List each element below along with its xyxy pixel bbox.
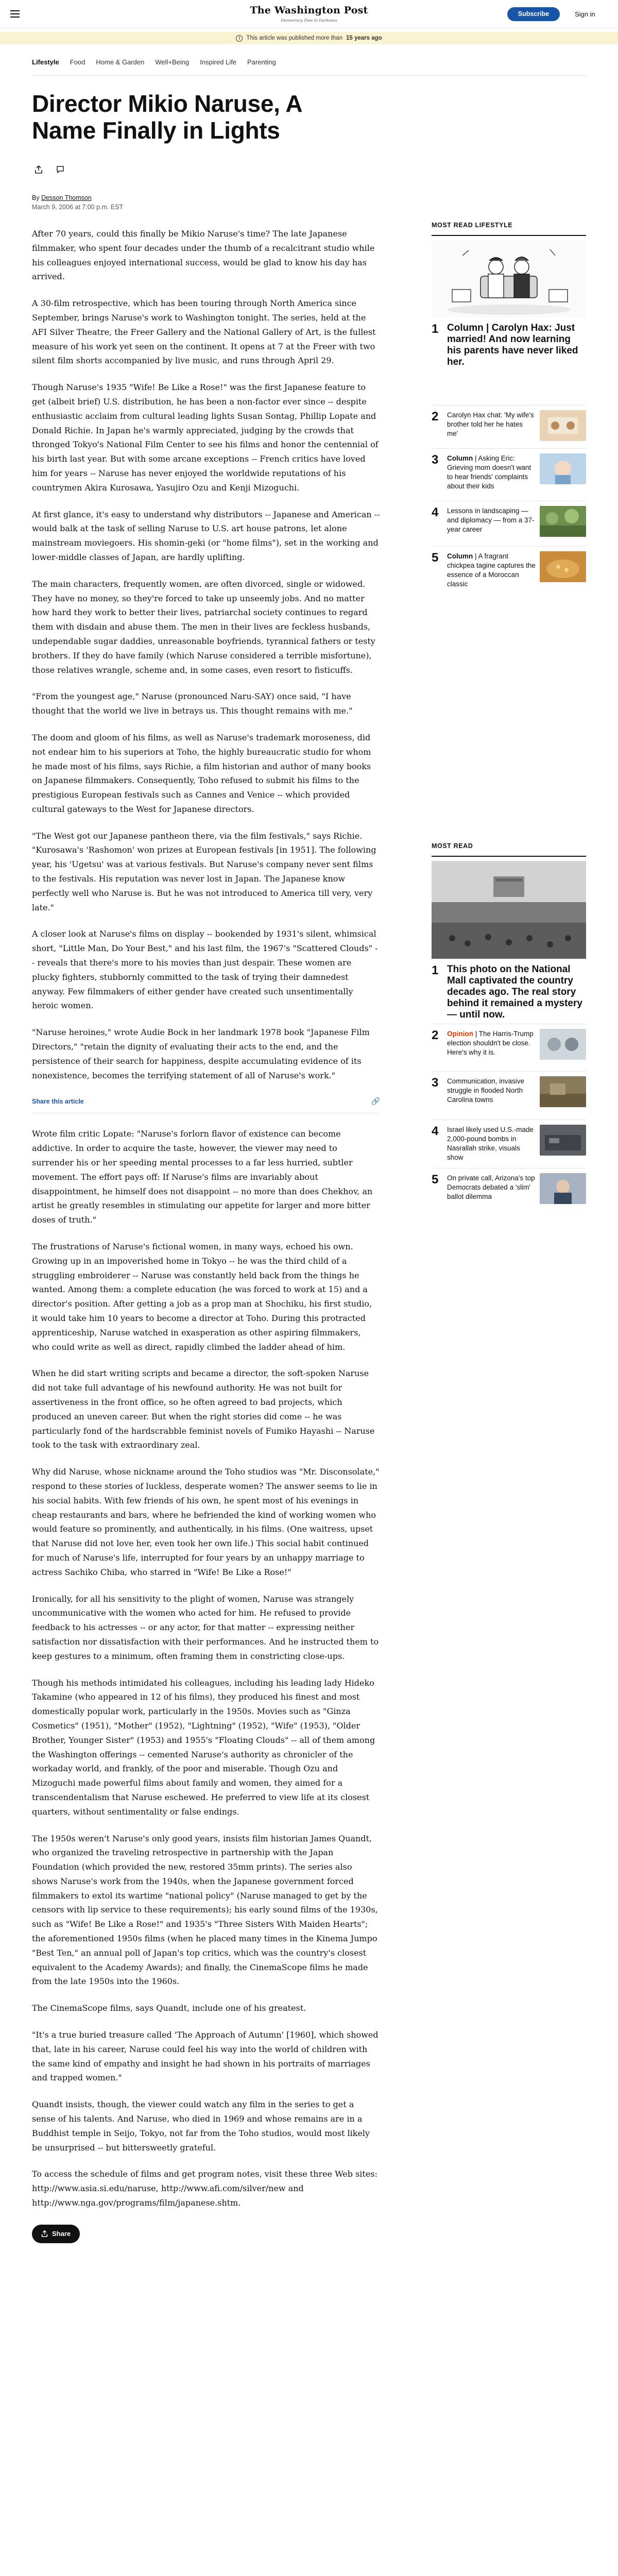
rail-item[interactable]	[432, 1173, 586, 1209]
top-bar	[0, 0, 618, 28]
rail-rank: 5	[432, 1173, 439, 1187]
rail-label: Column	[447, 454, 473, 462]
share-article-link[interactable]: Share this article	[32, 1097, 84, 1105]
article-paragraph: "It's a true buried treasure called 'The Approach of Autumn' [1960], which showed that, late in his career, Naruse could feel his way into the world of children with the same kind of empathy and insight he had shown in his portraits of marriages and trapped women."	[32, 2030, 379, 2083]
rail-label: Column	[447, 552, 473, 560]
rail-item-title: Lessons in landscaping — and diplomacy — from a 37-year career	[447, 507, 535, 533]
rail-thumbnail[interactable]	[540, 1125, 586, 1156]
byline-prefix: By	[32, 194, 40, 201]
rail-thumbnail[interactable]	[540, 1173, 586, 1204]
rail-rank: 4	[432, 505, 439, 519]
rail-item-title: Israel likely used U.S.-made 2,000-pound bombs in Nasrallah strike, visuals show	[447, 1126, 534, 1161]
rail-item-title: On private call, Arizona's top Democrats debated a 'slim' ballot dilemma	[447, 1174, 535, 1200]
rail-rank: 3	[432, 453, 439, 467]
info-icon: !	[236, 35, 243, 42]
rail-item[interactable]	[432, 1125, 586, 1161]
rail-divider	[432, 546, 586, 547]
rail-label: Column	[447, 323, 484, 333]
article-paragraph: After 70 years, could this finally be Mikio Naruse's time? The late Japanese filmmaker, who spent four decades under the thumb of a recalcitrant studio while his colleagues enjoyed international success, would be glad to know his day has arrived.	[32, 229, 375, 282]
nav-item-food[interactable]: Food	[70, 58, 85, 66]
article-paragraph: Though Naruse's 1935 "Wife! Be Like a Rose!" was the first Japanese feature to get (albeit brief) U.S. distribution, he has been a non-factor ever since -- despite enthusiastic acclaim from cultural leading lights Susan Sontag, Phillip Lopate and Donald Richie. In Japan he's warmly appreciated, judging by the crowds that thronged Tokyo's National Film Center to see his films and honor the centennial of his birth last year. But with some arcane exceptions -- French critics have loved him for years -- Naruse has never enjoyed the worldwide reputations of his countrymen Akira Kurosawa, Yasujiro Ozu and Kenji Mizoguchi.	[32, 382, 379, 493]
rail-item-text: The Harris-Trump election shouldn't be close. Here's why it is.	[447, 1030, 534, 1056]
rail-heading: MOST READ	[432, 842, 586, 857]
rail-feature-item[interactable]	[432, 963, 586, 1020]
article-paragraph: A closer look at Naruse's films on display -- bookended by 1931's silent, whimsical short, "Little Man, Do Your Best," and his last film, the 1967's "Scattered Clouds" -- reveals that there's more to his movies than just despair. These women are plucky fighters, stubbornly committed to the task of trying their damnedest anyway. Few filmmakers of either gender have created such unsentimentally heroic women.	[32, 929, 378, 1011]
rail-rank: 5	[432, 551, 439, 565]
rail-label: Opinion	[447, 1030, 473, 1038]
rail-thumbnail[interactable]	[540, 453, 586, 484]
feature-illustration[interactable]	[432, 240, 586, 317]
headline: Director Mikio Naruse, A Name Finally in Lights	[32, 90, 302, 144]
rail-divider	[432, 1071, 586, 1072]
author-link[interactable]: Desson Thomson	[41, 194, 92, 201]
most-read	[432, 842, 586, 1200]
article-paragraph: When he did start writing scripts and became a director, the soft-spoken Naruse did not take full advantage of his newfound authority. He was not built for assertiveness in the front office, so he often agreed to bad projects, which produced an uneven career. But when the right stories did come -- he was particularly fond of the hardscrabble feminist novels of Fumiko Hayashi -- Naruse took to the task with extraordinary zeal.	[32, 1368, 375, 1450]
most-read-lifestyle	[432, 222, 586, 588]
share-icon	[41, 2230, 48, 2237]
article-paragraph: A 30-film retrospective, which has been touring through North America since September, brings Naruse's work to Washington tonight. The series, held at the AFI Silver Theatre, the Freer Gallery and the National Gallery of Art, is the fullest measure of his work yet seen on the continent. It opens at 7 at the Freer with two silent film shorts accompanied by live music, and runs through April 29.	[32, 298, 376, 366]
article-paragraph: Though his methods intimidated his colleagues, including his leading lady Hideko Takamine (who appeared in 12 of his films), they produced his finest and most domestically popular work, particularly in the 1950s. Movies such as "Ginza Cosmetics" (1951), "Mother" (1952), "Lightning" (1952), "Wife" (1953), "Older Brother, Younger Sister" (1953) and 1955's "Floating Clouds" -- all of them among the Washington offerings -- cemented Naruse's authority as chronicler of the workaday world, and frankly, of the poor and miserable. Though Ozu and Mizoguchi made powerful films about family and women, they aimed for a transcendentalism that Naruse eschewed. He preferred to view life at its closest quarters, without sentimentality or false endings.	[32, 1677, 375, 1817]
rail-item[interactable]	[432, 1029, 586, 1065]
nav-item-home-garden[interactable]: Home & Garden	[96, 58, 145, 66]
article-paragraph: "From the youngest age," Naruse (pronounced Naru-SAY) once said, "I have thought that the world we live in betrays us. This thought remains with me."	[32, 691, 353, 716]
rail-thumbnail[interactable]	[540, 1076, 586, 1107]
rail-divider	[432, 448, 586, 449]
comment-icon[interactable]	[56, 165, 65, 174]
rail-item-title: Carolyn Hax chat: 'My wife's brother told her he hates me'	[447, 411, 534, 437]
feature-photo[interactable]	[432, 861, 586, 959]
nav-item-parenting[interactable]: Parenting	[247, 58, 276, 66]
nav-item-lifestyle[interactable]: Lifestyle	[32, 58, 59, 66]
article-paragraph: The frustrations of Naruse's fictional women, in many ways, echoed his own. Growing up in an impoverished home in Tokyo -- he was the third child of a struggling embroiderer -- Naruse was constantly held back from the things he wanted. Among them: a complete education (he was forced to work at 15) and a director's position. After getting a job as a prop man at Shochiku, his first studio, it would take him 10 years to become a director at Toho. During this protracted apprenticeship, Naruse watched in exasperation as other aspiring filmmakers, who could write as well as direct, rapidly climbed the ladder ahead of him.	[32, 1242, 372, 1352]
rail-feature-headline: This photo on the National Mall captivated the country decades ago. The real story behind it remained a mystery — until now.	[447, 964, 582, 1020]
subscribe-button[interactable]: Subscribe	[507, 7, 560, 21]
nav-item-inspired-life[interactable]: Inspired Life	[200, 58, 237, 66]
rail-rank: 1	[432, 322, 439, 336]
publish-date: March 9, 2006 at 7:00 p.m. EST	[32, 204, 124, 211]
rail-item[interactable]	[432, 453, 586, 493]
rail-feature-headline: Column | Carolyn Hax: Just married! And now learning his parents have never liked her.	[447, 323, 578, 367]
rail-item[interactable]	[432, 506, 586, 539]
rail-thumbnail[interactable]	[540, 506, 586, 537]
rail-rank: 4	[432, 1124, 439, 1138]
byline	[32, 194, 92, 201]
rail-rank: 2	[432, 410, 439, 423]
article-paragraph: Why did Naruse, whose nickname around the Toho studios was "Mr. Disconsolate," respond to these stories of luckless, desperate women? The answer seems to lie in his social habits. With few friends of his own, he spent most of his evenings in cheap restaurants and bars, where he befriended the kind of working women who would feature so prominently, and authentically, in his films. (One waitress, upset that Naruse did not love her, even took her own life.) This social habit continued for much of Naruse's life, interrupted for four years by an unhappy marriage to actress Sachiko Chiba, who starred in "Wife! Be Like a Rose!"	[32, 1467, 380, 1577]
rail-rank: 1	[432, 963, 439, 977]
site-tagline: Democracy Dies in Darkness	[281, 18, 337, 23]
share-icon[interactable]	[34, 165, 43, 174]
article-paragraph: The doom and gloom of his films, as well as Naruse's trademark moroseness, did not endear him to his superiors at Toho, the highly bureaucratic studio for whom he made most of his films, says Richie, a film historian and author of many books on Japanese filmmakers. Consequently, Toho refused to submit his films to the prestigious European festivals such as Cannes and Venice -- which provided cultural gateways to the West for Japanese directors.	[32, 732, 371, 814]
nav-divider	[32, 75, 586, 76]
article-paragraph: To access the schedule of films and get program notes, visit these three Web sites: http://www.asia.si.edu/naruse, http://www.afi.com/silver/new and http://www.nga.gov/programs/film/japanese.shtm.	[32, 2169, 377, 2208]
rail-item-text: Asking Eric: Grieving mom doesn't want to hear friends' complaints about their kids	[447, 454, 531, 490]
share-article-bar	[32, 1090, 380, 1113]
rail-item-title: Communication, invasive struggle in flooded North Carolina towns	[447, 1077, 525, 1104]
article-paragraph: Quandt insists, though, the viewer could watch any film in the series to get a sense of his talents. And Naruse, who died in 1969 and whose remains are in a Buddhist temple in Seijo, Tokyo, not far from the Toho studios, would most likely be unsurprised -- but bittersweetly grateful.	[32, 2099, 370, 2153]
article-paragraph: "The West got our Japanese pantheon there, via the film festivals," says Richie. "Kurosawa's 'Rashomon' won prizes at European festivals [in 1951]. The following year, his 'Ugetsu' was at various festivals. But Naruse's company never sent films to the festivals. His reputation was never lost in Japan. The Japanese know perfectly well who Naruse is. But he was not introduced to America till very, very late."	[32, 831, 376, 912]
share-tools	[34, 165, 65, 174]
article-paragraph: At first glance, it's easy to understand why distributors -- Japanese and American -- would balk at the task of selling Naruse to U.S. art house patrons, let alone mainstream moviegoers. His shomin-geki (or "home films"), set in the working and lower-middle classes of Japan, are hardly uplifting.	[32, 509, 380, 562]
rail-heading: MOST READ LIFESTYLE	[432, 222, 586, 236]
rail-item-title: Column | A fragrant chickpea tagine captures the essence of a Moroccan classic	[447, 552, 536, 588]
rail-thumbnail[interactable]	[540, 551, 586, 582]
article-paragraph: "Naruse heroines," wrote Audie Bock in her landmark 1978 book "Japanese Film Directors," "retain the dignity of evaluating their acts to the end, and the persistence of their search for happiness, despite accumulating evidence of its nonexistence, becomes the terrifying statement of all of Naruse's work."	[32, 1027, 370, 1080]
rail-feature-title: Carolyn Hax: Just married! And now learning his parents have never liked her.	[447, 323, 578, 367]
link-icon[interactable]: 🔗	[371, 1097, 380, 1106]
site-logo[interactable]: The Washington Post	[250, 5, 368, 16]
rail-item-title: Column | Asking Eric: Grieving mom doesn't want to hear friends' complaints about their kids	[447, 454, 531, 490]
rail-item-text: A fragrant chickpea tagine captures the essence of a Moroccan classic	[447, 552, 536, 588]
rail-rank: 2	[432, 1028, 439, 1042]
rail-item[interactable]	[432, 1076, 586, 1112]
article-paragraph: Wrote film critic Lopate: "Naruse's forlorn flavor of existence can become addictive. In order to acquire the taste, however, the viewer may need to surrender his or her speeding mental processes to a far less hurried, subtler movement. The effort pays off: If Naruse's films are invariably about disappointment, he himself does not disappoint -- no more than does Chekhov, an artist he greatly resembles in stimulating our appetite for larger and more bitter doses of truth."	[32, 1129, 373, 1225]
share-button-label: Share	[52, 2230, 71, 2238]
rail-item[interactable]	[432, 410, 586, 443]
sign-in-link[interactable]: Sign in	[575, 10, 595, 18]
section-nav	[32, 58, 287, 74]
rail-thumbnail[interactable]	[540, 1029, 586, 1060]
notice-prefix: This article was published more than	[246, 35, 342, 41]
notice-age: 15 years ago	[346, 35, 382, 41]
share-button[interactable]	[32, 2225, 80, 2243]
archive-notice	[0, 32, 618, 44]
article-paragraph: Ironically, for all his sensitivity to the plight of women, Naruse was strangely uncommunicative with the women who acted for him. He refused to provide feedback to his actresses -- or any actor, for that matter -- expressing neither satisfaction nor dissatisfaction with their performances. And he instructed them to keep gestures to a minimum, often framing them in constricting close-ups.	[32, 1594, 379, 1661]
article-body	[32, 227, 380, 2243]
nav-item-well-being[interactable]: Well+Being	[155, 58, 190, 66]
article-paragraph: The CinemaScope films, says Quandt, include one of his greatest.	[32, 2003, 306, 2013]
rail-item-title: Opinion | The Harris-Trump election shouldn't be close. Here's why it is.	[447, 1030, 534, 1056]
article-paragraph: The 1950s weren't Naruse's only good years, insists film historian James Quandt, who organized the traveling retrospective in partnership with the Japan Foundation (which provided the new, restored 35mm prints). The series also shows Naruse's work from the 1940s, when the Japanese government forced filmmakers to extol its wartime "national policy" (Naruse managed to get by the censors with lip service to these requirements); his early sound films of the 1930s, such as "Wife! Be Like a Rose!" and 1935's "Three Sisters With Maiden Hearts"; the aforementioned 1950s films (when he placed many times in the Kinema Jumpo "Best Ten," an annual poll of Japan's top critics, which was the country's closest equivalent to the Academy Awards); and finally, the CinemaScope films he made from the late 1950s into the 1960s.	[32, 1833, 378, 1987]
article-paragraph: The main characters, frequently women, are often divorced, single or widowed. They have no money, so they're forced to take up unseemly jobs. And no matter how hard they work to better their lives, patriarchal society continues to regard them with disdain and abuse them. The men in their lives are feckless husbands, undependable sugar daddies, unreasonable boyfriends, tyrannical fathers or testy brothers. If they do have family (which Naruse considered a terrible misfortune), those relatives wrangle, scheme and, in some cases, even resort to fisticuffs.	[32, 579, 375, 675]
rail-rank: 3	[432, 1076, 439, 1090]
rail-thumbnail[interactable]	[540, 410, 586, 441]
rail-item[interactable]	[432, 551, 586, 590]
rail-feature-item[interactable]	[432, 322, 586, 367]
